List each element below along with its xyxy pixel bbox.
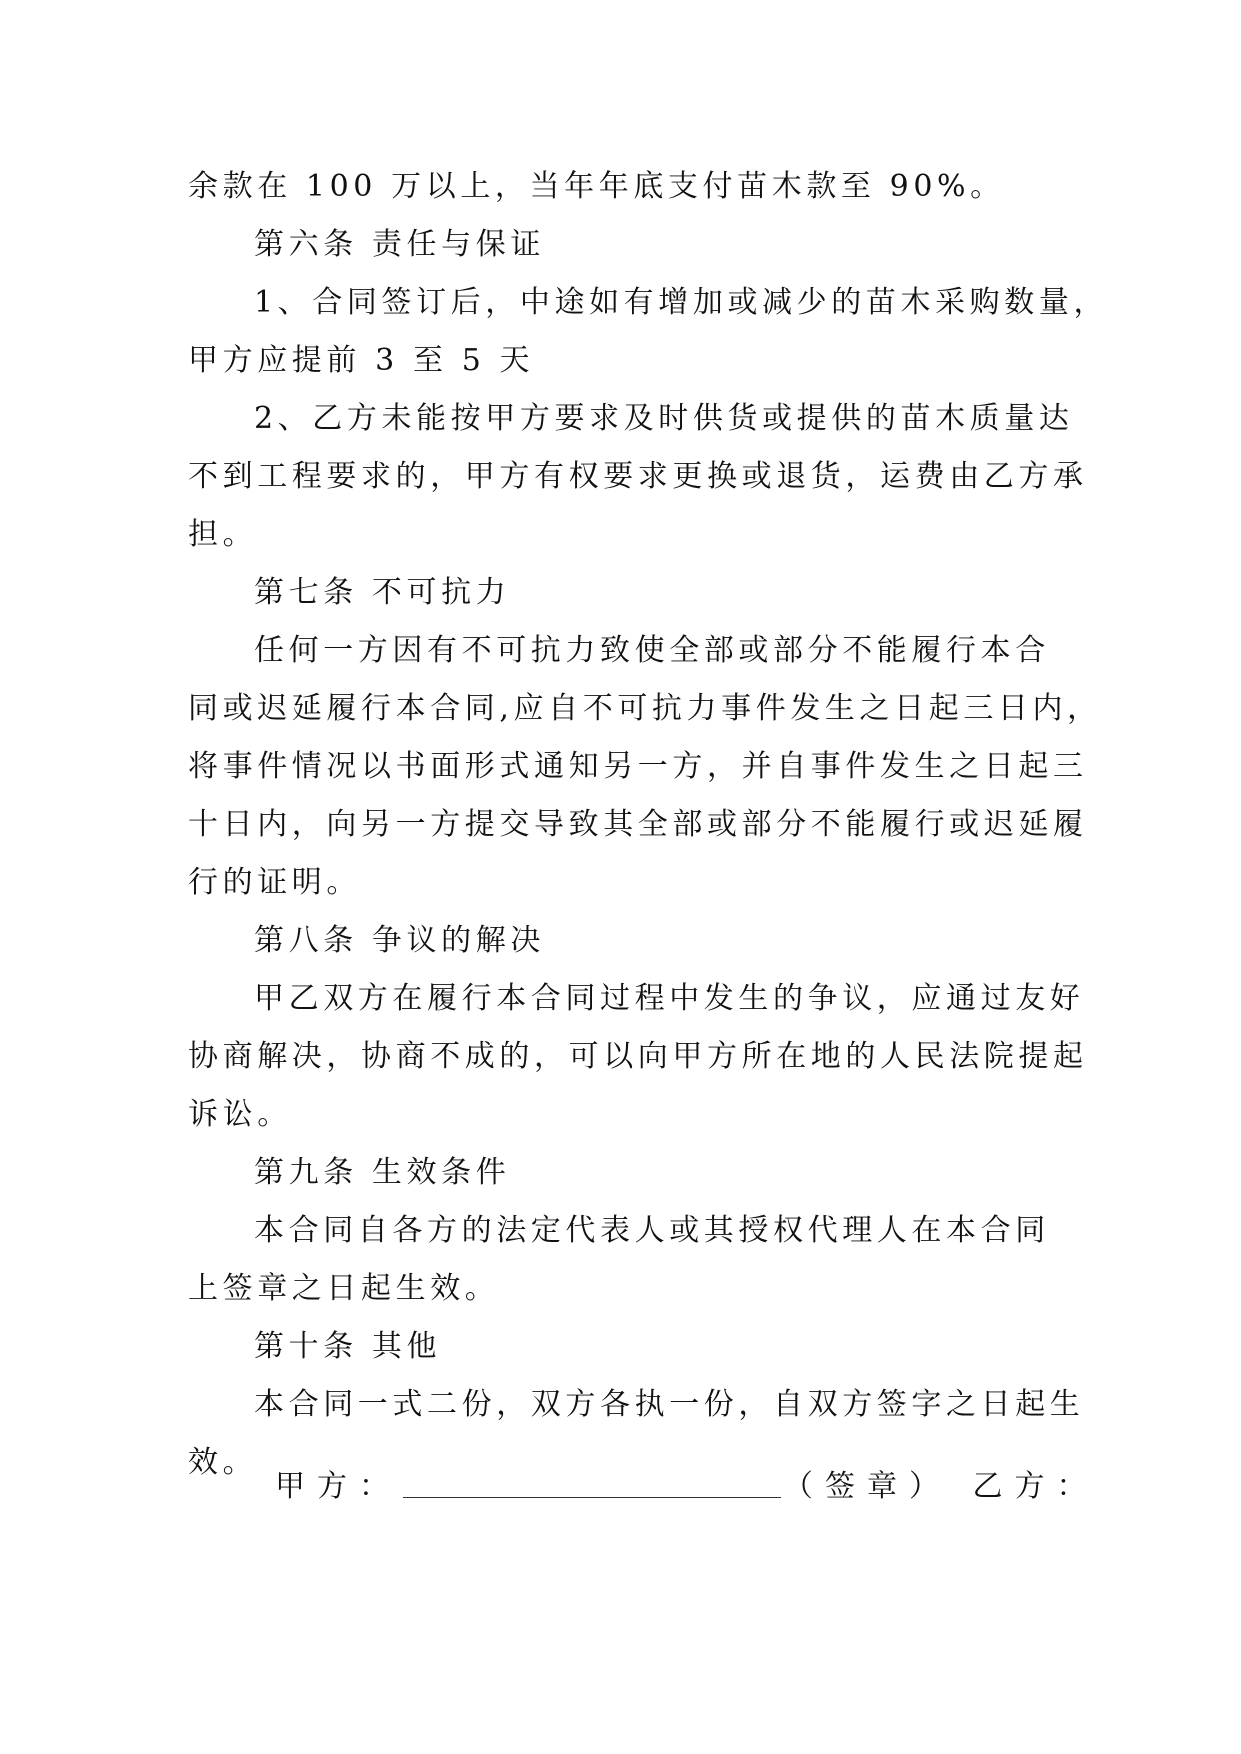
contract-text [188, 158, 1109, 1492]
text-line: 甲方应提前 3 至 5 天 [188, 343, 535, 378]
text-line: 2、乙方未能按甲方要求及时供货或提供的苗木质量达 [254, 401, 1074, 436]
text-line: 诉讼。 [188, 1097, 292, 1132]
article-heading: 第十条 其他 [254, 1329, 442, 1364]
text-line: 行的证明。 [188, 865, 361, 900]
party-b-label: 乙方： [972, 1469, 1099, 1504]
text-line: 效。 [188, 1445, 258, 1480]
text-line: 上签章之日起生效。 [188, 1271, 500, 1306]
article-heading: 第九条 生效条件 [254, 1155, 511, 1190]
article-heading: 第八条 争议的解决 [254, 923, 545, 958]
text-line: 十日内，向另一方提交导致其全部或部分不能履行或迟延履 [188, 807, 1088, 842]
text-line: 任何一方因有不可抗力致使全部或部分不能履行本合 [254, 633, 1050, 668]
text-line: 担。 [188, 517, 258, 552]
article-heading: 第七条 不可抗力 [254, 575, 511, 610]
text-line: 本合同自各方的法定代表人或其授权代理人在本合同 [254, 1213, 1050, 1248]
text-line: 不到工程要求的，甲方有权要求更换或退货，运费由乙方承 [188, 459, 1088, 494]
text-line: 1、合同签订后，中途如有增加或减少的苗木采购数量， [254, 285, 1109, 320]
text-line: 本合同一式二份，双方各执一份，自双方签字之日起生 [254, 1387, 1085, 1422]
signature-line [275, 1458, 1099, 1516]
text-line: 同或迟延履行本合同,应自不可抗力事件发生之日起三日内， [188, 691, 1102, 726]
article-heading: 第六条 责任与保证 [254, 227, 545, 262]
signature-blank [403, 1467, 781, 1498]
text-line: 甲乙双方在履行本合同过程中发生的争议，应通过友好 [254, 981, 1085, 1016]
seal-label: （签章） [783, 1469, 951, 1504]
text-line: 协商解决，协商不成的，可以向甲方所在地的人民法院提起 [188, 1039, 1088, 1074]
text-line: 余款在 100 万以上，当年年底支付苗木款至 90%。 [188, 169, 1005, 204]
text-line: 将事件情况以书面形式通知另一方，并自事件发生之日起三 [188, 749, 1088, 784]
party-a-label: 甲方： [275, 1469, 401, 1504]
